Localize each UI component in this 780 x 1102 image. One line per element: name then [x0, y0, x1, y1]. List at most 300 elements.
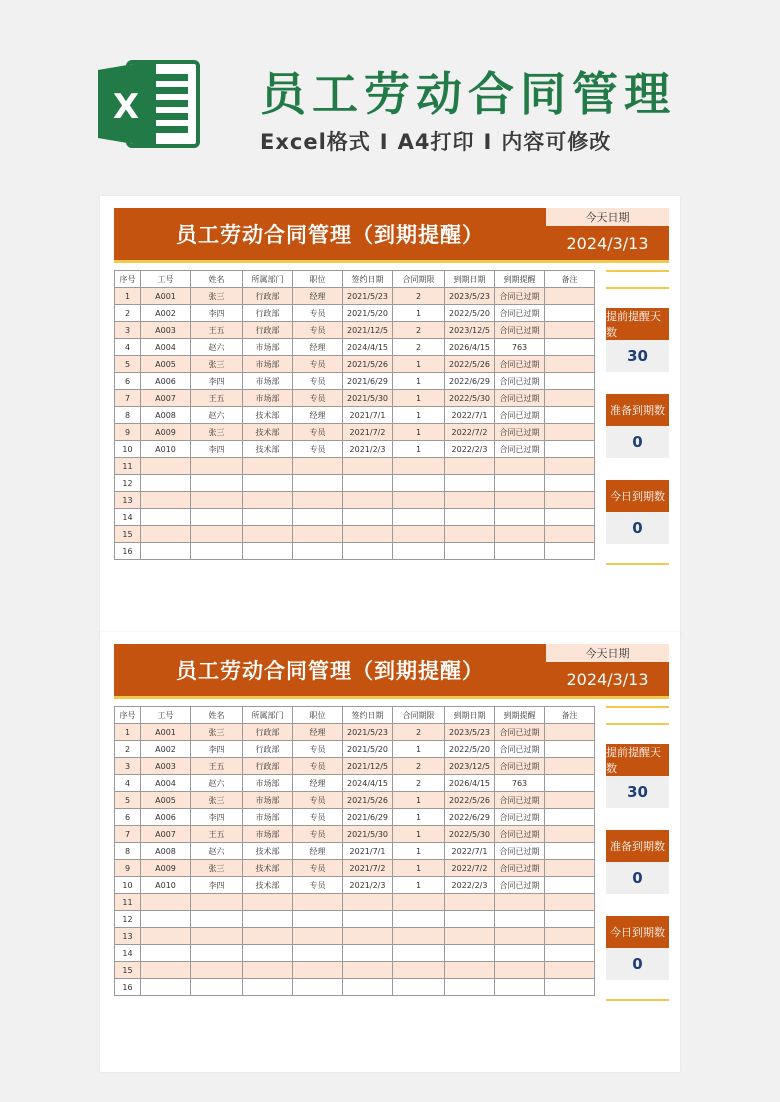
table-cell[interactable]: 9: [115, 860, 141, 877]
table-cell[interactable]: [495, 526, 545, 543]
table-cell[interactable]: A002: [141, 741, 191, 758]
table-cell[interactable]: 8: [115, 843, 141, 860]
table-cell[interactable]: 1: [393, 373, 445, 390]
table-cell[interactable]: [343, 458, 393, 475]
table-cell[interactable]: 2021/5/23: [343, 288, 393, 305]
table-cell[interactable]: A005: [141, 792, 191, 809]
table-cell[interactable]: [545, 475, 595, 492]
table-cell[interactable]: 合同已过期: [495, 758, 545, 775]
table-cell[interactable]: [495, 458, 545, 475]
table-cell[interactable]: [293, 945, 343, 962]
table-cell[interactable]: 1: [393, 407, 445, 424]
table-cell[interactable]: 5: [115, 792, 141, 809]
table-cell[interactable]: 2022/2/3: [445, 877, 495, 894]
table-cell[interactable]: 经理: [293, 407, 343, 424]
table-cell[interactable]: 专员: [293, 305, 343, 322]
table-cell[interactable]: 合同已过期: [495, 877, 545, 894]
table-cell[interactable]: [393, 509, 445, 526]
table-cell[interactable]: 12: [115, 911, 141, 928]
table-cell[interactable]: A004: [141, 339, 191, 356]
table-cell[interactable]: 2021/12/5: [343, 758, 393, 775]
table-cell[interactable]: 3: [115, 322, 141, 339]
table-cell[interactable]: 李四: [191, 741, 243, 758]
table-cell[interactable]: 行政部: [243, 741, 293, 758]
table-cell[interactable]: 王五: [191, 826, 243, 843]
table-cell[interactable]: 2021/5/23: [343, 724, 393, 741]
table-cell[interactable]: A004: [141, 775, 191, 792]
table-cell[interactable]: 张三: [191, 724, 243, 741]
table-cell[interactable]: 赵六: [191, 339, 243, 356]
table-cell[interactable]: 2: [393, 724, 445, 741]
table-cell[interactable]: 763: [495, 339, 545, 356]
table-cell[interactable]: 2021/5/26: [343, 792, 393, 809]
table-cell[interactable]: 9: [115, 424, 141, 441]
table-cell[interactable]: [545, 945, 595, 962]
table-cell[interactable]: 经理: [293, 775, 343, 792]
table-cell[interactable]: 2023/12/5: [445, 322, 495, 339]
table-cell[interactable]: [191, 911, 243, 928]
table-cell[interactable]: [545, 339, 595, 356]
table-cell[interactable]: A001: [141, 288, 191, 305]
table-cell[interactable]: [343, 526, 393, 543]
table-cell[interactable]: 李四: [191, 809, 243, 826]
table-cell[interactable]: [545, 373, 595, 390]
table-cell[interactable]: 2022/7/2: [445, 424, 495, 441]
table-cell[interactable]: [545, 758, 595, 775]
table-cell[interactable]: 经理: [293, 288, 343, 305]
table-cell[interactable]: 市场部: [243, 373, 293, 390]
table-cell[interactable]: 合同已过期: [495, 390, 545, 407]
table-cell[interactable]: [393, 979, 445, 996]
table-cell[interactable]: A003: [141, 758, 191, 775]
table-cell[interactable]: 李四: [191, 441, 243, 458]
table-cell[interactable]: 16: [115, 543, 141, 560]
table-cell[interactable]: [243, 979, 293, 996]
table-cell[interactable]: [545, 724, 595, 741]
table-cell[interactable]: 11: [115, 458, 141, 475]
table-cell[interactable]: 2: [393, 339, 445, 356]
table-cell[interactable]: [445, 894, 495, 911]
table-cell[interactable]: [393, 962, 445, 979]
table-cell[interactable]: 1: [393, 792, 445, 809]
table-cell[interactable]: 合同已过期: [495, 792, 545, 809]
table-cell[interactable]: 技术部: [243, 860, 293, 877]
table-cell[interactable]: 市场部: [243, 339, 293, 356]
table-cell[interactable]: 合同已过期: [495, 356, 545, 373]
table-cell[interactable]: [545, 894, 595, 911]
table-cell[interactable]: [191, 475, 243, 492]
table-cell[interactable]: [243, 526, 293, 543]
table-cell[interactable]: 张三: [191, 424, 243, 441]
table-cell[interactable]: [141, 526, 191, 543]
table-cell[interactable]: [545, 877, 595, 894]
table-cell[interactable]: [293, 475, 343, 492]
table-cell[interactable]: [191, 894, 243, 911]
table-cell[interactable]: 行政部: [243, 288, 293, 305]
table-cell[interactable]: 合同已过期: [495, 373, 545, 390]
table-cell[interactable]: [141, 543, 191, 560]
table-cell[interactable]: [293, 928, 343, 945]
table-cell[interactable]: [495, 509, 545, 526]
table-cell[interactable]: 15: [115, 962, 141, 979]
table-cell[interactable]: [293, 911, 343, 928]
table-cell[interactable]: 2: [393, 758, 445, 775]
table-cell[interactable]: [445, 543, 495, 560]
table-cell[interactable]: 1: [393, 390, 445, 407]
table-cell[interactable]: 1: [393, 826, 445, 843]
table-cell[interactable]: 14: [115, 509, 141, 526]
table-cell[interactable]: [545, 305, 595, 322]
table-cell[interactable]: 合同已过期: [495, 322, 545, 339]
table-cell[interactable]: A005: [141, 356, 191, 373]
table-cell[interactable]: 12: [115, 475, 141, 492]
table-cell[interactable]: [293, 509, 343, 526]
table-cell[interactable]: 合同已过期: [495, 305, 545, 322]
table-cell[interactable]: [545, 741, 595, 758]
table-cell[interactable]: [545, 458, 595, 475]
table-cell[interactable]: [545, 809, 595, 826]
table-cell[interactable]: [445, 911, 495, 928]
table-cell[interactable]: 7: [115, 826, 141, 843]
table-cell[interactable]: [445, 509, 495, 526]
table-cell[interactable]: 1: [393, 843, 445, 860]
table-cell[interactable]: [495, 492, 545, 509]
table-cell[interactable]: [293, 543, 343, 560]
table-cell[interactable]: 2: [115, 741, 141, 758]
table-cell[interactable]: 专员: [293, 809, 343, 826]
table-cell[interactable]: [445, 526, 495, 543]
table-cell[interactable]: 专员: [293, 877, 343, 894]
table-cell[interactable]: [545, 288, 595, 305]
table-cell[interactable]: A003: [141, 322, 191, 339]
table-cell[interactable]: [191, 979, 243, 996]
table-cell[interactable]: A002: [141, 305, 191, 322]
table-cell[interactable]: 专员: [293, 860, 343, 877]
table-cell[interactable]: [393, 894, 445, 911]
table-cell[interactable]: [343, 543, 393, 560]
table-cell[interactable]: 市场部: [243, 356, 293, 373]
table-cell[interactable]: 1: [393, 441, 445, 458]
table-cell[interactable]: 1: [393, 809, 445, 826]
table-cell[interactable]: [191, 945, 243, 962]
table-cell[interactable]: [495, 979, 545, 996]
table-cell[interactable]: 专员: [293, 424, 343, 441]
table-cell[interactable]: 2022/5/20: [445, 741, 495, 758]
table-cell[interactable]: 2021/5/30: [343, 826, 393, 843]
table-cell[interactable]: [141, 962, 191, 979]
table-cell[interactable]: [343, 894, 393, 911]
table-cell[interactable]: [243, 509, 293, 526]
table-cell[interactable]: [243, 911, 293, 928]
table-cell[interactable]: [191, 962, 243, 979]
table-cell[interactable]: 1: [115, 724, 141, 741]
table-cell[interactable]: 合同已过期: [495, 724, 545, 741]
table-cell[interactable]: 张三: [191, 356, 243, 373]
table-cell[interactable]: [243, 945, 293, 962]
table-cell[interactable]: [191, 458, 243, 475]
table-cell[interactable]: 1: [393, 305, 445, 322]
table-cell[interactable]: [343, 492, 393, 509]
table-cell[interactable]: 2021/7/1: [343, 843, 393, 860]
table-cell[interactable]: 5: [115, 356, 141, 373]
table-cell[interactable]: 经理: [293, 339, 343, 356]
table-cell[interactable]: 李四: [191, 373, 243, 390]
table-cell[interactable]: 专员: [293, 441, 343, 458]
table-cell[interactable]: 2021/5/30: [343, 390, 393, 407]
table-cell[interactable]: 2023/5/23: [445, 288, 495, 305]
table-cell[interactable]: [445, 945, 495, 962]
table-cell[interactable]: [545, 407, 595, 424]
table-cell[interactable]: 行政部: [243, 305, 293, 322]
table-cell[interactable]: 经理: [293, 724, 343, 741]
table-cell[interactable]: [545, 860, 595, 877]
table-cell[interactable]: [393, 928, 445, 945]
table-cell[interactable]: 2022/7/1: [445, 407, 495, 424]
table-cell[interactable]: [545, 509, 595, 526]
table-cell[interactable]: [545, 356, 595, 373]
table-cell[interactable]: 赵六: [191, 843, 243, 860]
table-cell[interactable]: 1: [393, 424, 445, 441]
table-cell[interactable]: [393, 911, 445, 928]
table-cell[interactable]: [293, 526, 343, 543]
table-cell[interactable]: [141, 492, 191, 509]
table-cell[interactable]: [495, 543, 545, 560]
table-cell[interactable]: 合同已过期: [495, 826, 545, 843]
table-cell[interactable]: [141, 945, 191, 962]
table-cell[interactable]: A006: [141, 809, 191, 826]
table-cell[interactable]: 专员: [293, 741, 343, 758]
table-cell[interactable]: 合同已过期: [495, 288, 545, 305]
table-cell[interactable]: 2: [115, 305, 141, 322]
table-cell[interactable]: 技术部: [243, 424, 293, 441]
table-cell[interactable]: [495, 894, 545, 911]
table-cell[interactable]: [293, 458, 343, 475]
table-cell[interactable]: [545, 928, 595, 945]
table-cell[interactable]: 14: [115, 945, 141, 962]
table-cell[interactable]: [445, 475, 495, 492]
table-cell[interactable]: 2021/5/20: [343, 741, 393, 758]
table-cell[interactable]: [243, 492, 293, 509]
table-cell[interactable]: 6: [115, 809, 141, 826]
table-cell[interactable]: 1: [393, 356, 445, 373]
table-cell[interactable]: 专员: [293, 322, 343, 339]
table-cell[interactable]: 2021/7/1: [343, 407, 393, 424]
table-cell[interactable]: 张三: [191, 792, 243, 809]
table-cell[interactable]: 王五: [191, 390, 243, 407]
table-cell[interactable]: 2021/2/3: [343, 877, 393, 894]
table-cell[interactable]: [343, 475, 393, 492]
table-cell[interactable]: 经理: [293, 843, 343, 860]
table-cell[interactable]: 11: [115, 894, 141, 911]
table-cell[interactable]: 1: [393, 741, 445, 758]
table-cell[interactable]: A010: [141, 441, 191, 458]
table-cell[interactable]: [141, 894, 191, 911]
table-cell[interactable]: [545, 492, 595, 509]
table-cell[interactable]: 专员: [293, 758, 343, 775]
table-cell[interactable]: [141, 979, 191, 996]
table-cell[interactable]: 2022/2/3: [445, 441, 495, 458]
table-cell[interactable]: [141, 509, 191, 526]
table-cell[interactable]: 合同已过期: [495, 843, 545, 860]
table-cell[interactable]: 1: [115, 288, 141, 305]
table-cell[interactable]: [343, 509, 393, 526]
table-cell[interactable]: 2021/5/20: [343, 305, 393, 322]
table-cell[interactable]: [393, 492, 445, 509]
table-cell[interactable]: 行政部: [243, 322, 293, 339]
table-cell[interactable]: [343, 979, 393, 996]
table-cell[interactable]: [545, 911, 595, 928]
table-cell[interactable]: 2021/7/2: [343, 424, 393, 441]
table-cell[interactable]: 专员: [293, 826, 343, 843]
table-cell[interactable]: 2021/7/2: [343, 860, 393, 877]
table-cell[interactable]: [445, 458, 495, 475]
table-cell[interactable]: [545, 424, 595, 441]
table-cell[interactable]: 2021/2/3: [343, 441, 393, 458]
table-cell[interactable]: 2022/5/30: [445, 826, 495, 843]
table-cell[interactable]: A008: [141, 407, 191, 424]
table-cell[interactable]: [393, 458, 445, 475]
table-cell[interactable]: 2021/12/5: [343, 322, 393, 339]
table-cell[interactable]: 2: [393, 775, 445, 792]
table-cell[interactable]: 2: [393, 288, 445, 305]
table-cell[interactable]: [393, 526, 445, 543]
table-cell[interactable]: 李四: [191, 877, 243, 894]
table-cell[interactable]: [141, 458, 191, 475]
table-cell[interactable]: 专员: [293, 356, 343, 373]
table-cell[interactable]: [495, 911, 545, 928]
table-cell[interactable]: 2022/6/29: [445, 373, 495, 390]
table-cell[interactable]: 技术部: [243, 843, 293, 860]
table-cell[interactable]: 3: [115, 758, 141, 775]
table-cell[interactable]: 赵六: [191, 775, 243, 792]
table-cell[interactable]: 合同已过期: [495, 424, 545, 441]
table-cell[interactable]: [445, 492, 495, 509]
table-cell[interactable]: 2021/6/29: [343, 373, 393, 390]
table-cell[interactable]: 2022/5/26: [445, 792, 495, 809]
table-cell[interactable]: 2024/4/15: [343, 339, 393, 356]
table-cell[interactable]: [343, 911, 393, 928]
table-cell[interactable]: 王五: [191, 758, 243, 775]
table-cell[interactable]: [545, 526, 595, 543]
table-cell[interactable]: [545, 962, 595, 979]
table-cell[interactable]: 2022/5/30: [445, 390, 495, 407]
table-cell[interactable]: 技术部: [243, 441, 293, 458]
table-cell[interactable]: [445, 962, 495, 979]
table-cell[interactable]: 合同已过期: [495, 407, 545, 424]
table-cell[interactable]: [293, 492, 343, 509]
table-cell[interactable]: 2026/4/15: [445, 339, 495, 356]
table-cell[interactable]: 市场部: [243, 809, 293, 826]
table-cell[interactable]: A008: [141, 843, 191, 860]
table-cell[interactable]: 763: [495, 775, 545, 792]
table-cell[interactable]: [243, 543, 293, 560]
table-cell[interactable]: [545, 826, 595, 843]
table-cell[interactable]: [191, 928, 243, 945]
table-cell[interactable]: 王五: [191, 322, 243, 339]
table-cell[interactable]: 2021/5/26: [343, 356, 393, 373]
table-cell[interactable]: [545, 979, 595, 996]
table-cell[interactable]: A009: [141, 860, 191, 877]
table-cell[interactable]: [343, 945, 393, 962]
table-cell[interactable]: [545, 322, 595, 339]
table-cell[interactable]: 7: [115, 390, 141, 407]
table-cell[interactable]: [545, 792, 595, 809]
table-cell[interactable]: [495, 928, 545, 945]
table-cell[interactable]: 2022/7/1: [445, 843, 495, 860]
table-cell[interactable]: 市场部: [243, 390, 293, 407]
table-cell[interactable]: [393, 475, 445, 492]
table-cell[interactable]: 4: [115, 775, 141, 792]
table-cell[interactable]: 合同已过期: [495, 741, 545, 758]
table-cell[interactable]: [191, 526, 243, 543]
table-cell[interactable]: A001: [141, 724, 191, 741]
table-cell[interactable]: [243, 962, 293, 979]
table-cell[interactable]: [495, 962, 545, 979]
table-cell[interactable]: 李四: [191, 305, 243, 322]
table-cell[interactable]: [545, 543, 595, 560]
table-cell[interactable]: [191, 509, 243, 526]
table-cell[interactable]: [243, 458, 293, 475]
table-cell[interactable]: 1: [393, 860, 445, 877]
table-cell[interactable]: 技术部: [243, 407, 293, 424]
table-cell[interactable]: [343, 962, 393, 979]
table-cell[interactable]: 专员: [293, 373, 343, 390]
table-cell[interactable]: 2026/4/15: [445, 775, 495, 792]
table-cell[interactable]: 15: [115, 526, 141, 543]
table-cell[interactable]: [545, 441, 595, 458]
table-cell[interactable]: 2: [393, 322, 445, 339]
table-cell[interactable]: 合同已过期: [495, 441, 545, 458]
table-cell[interactable]: 16: [115, 979, 141, 996]
table-cell[interactable]: 2023/12/5: [445, 758, 495, 775]
table-cell[interactable]: A009: [141, 424, 191, 441]
table-cell[interactable]: 市场部: [243, 775, 293, 792]
table-cell[interactable]: [191, 492, 243, 509]
table-cell[interactable]: [343, 928, 393, 945]
table-cell[interactable]: 13: [115, 928, 141, 945]
table-cell[interactable]: [293, 962, 343, 979]
table-cell[interactable]: 10: [115, 441, 141, 458]
table-cell[interactable]: [243, 475, 293, 492]
table-cell[interactable]: 2021/6/29: [343, 809, 393, 826]
table-cell[interactable]: 2022/5/26: [445, 356, 495, 373]
table-cell[interactable]: 行政部: [243, 724, 293, 741]
table-cell[interactable]: [243, 894, 293, 911]
table-cell[interactable]: 8: [115, 407, 141, 424]
table-cell[interactable]: [191, 543, 243, 560]
table-cell[interactable]: 市场部: [243, 826, 293, 843]
table-cell[interactable]: 市场部: [243, 792, 293, 809]
table-cell[interactable]: [495, 475, 545, 492]
table-cell[interactable]: 2024/4/15: [343, 775, 393, 792]
table-cell[interactable]: 合同已过期: [495, 860, 545, 877]
table-cell[interactable]: [445, 928, 495, 945]
table-cell[interactable]: A007: [141, 826, 191, 843]
table-cell[interactable]: 赵六: [191, 407, 243, 424]
table-cell[interactable]: 2023/5/23: [445, 724, 495, 741]
table-cell[interactable]: 合同已过期: [495, 809, 545, 826]
table-cell[interactable]: 2022/5/20: [445, 305, 495, 322]
table-cell[interactable]: [545, 843, 595, 860]
table-cell[interactable]: 6: [115, 373, 141, 390]
table-cell[interactable]: [293, 979, 343, 996]
table-cell[interactable]: A010: [141, 877, 191, 894]
table-cell[interactable]: 2022/7/2: [445, 860, 495, 877]
table-cell[interactable]: [495, 945, 545, 962]
table-cell[interactable]: 13: [115, 492, 141, 509]
table-cell[interactable]: A007: [141, 390, 191, 407]
table-cell[interactable]: [243, 928, 293, 945]
